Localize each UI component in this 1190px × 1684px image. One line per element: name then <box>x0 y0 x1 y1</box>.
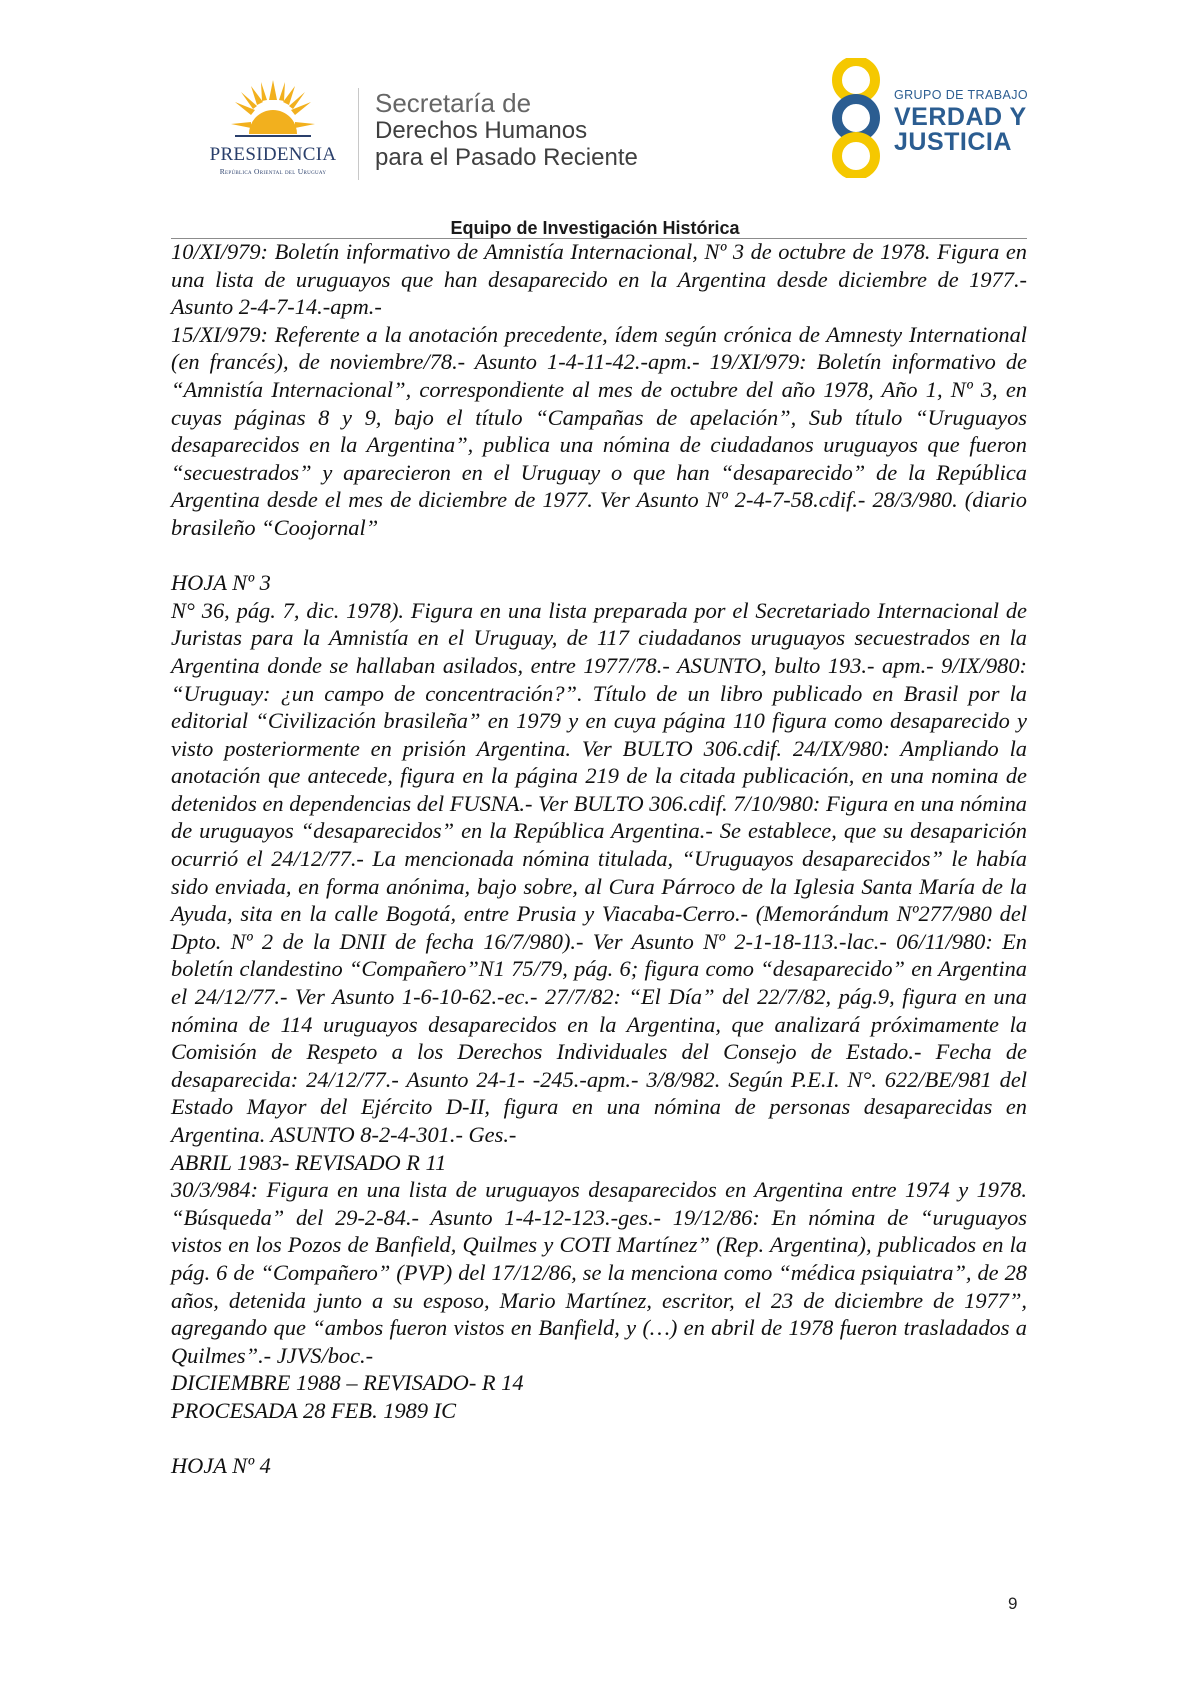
document-body <box>171 238 1027 1480</box>
secretaria-line-2: Derechos Humanos <box>375 117 588 144</box>
sheet-heading-3: HOJA Nº 3 <box>171 570 271 596</box>
secretaria-line-1: Secretaría de <box>375 88 532 118</box>
verdad-justicia-logo <box>822 58 1042 178</box>
rings-icon <box>822 58 892 178</box>
page-number: 9 <box>1008 1594 1018 1613</box>
paragraph-3: N° 36, pág. 7, dic. 1978). Figura en una lista preparada por el Secretariado Internacional de Juristas para la Amnistía en el Uruguay, de 117 ciudadanos uruguayos secuestrados en la Argentina donde se hallaban asilados, entre 1977/78.- ASUNTO, bulto 193.- apm.- 9/IX/980: “Uruguay: ¿un campo de concentración?”. Título de un libro publicado en Brasil por la editorial “Civilización brasileña” en 1979 y en cuya página 110 figura como desaparecido y visto posteriormente en prisión Argentina. Ver BULTO 306.cdif. 24/IX/980: Ampliando la anotación que antecede, figura en la página 219 de la citada publicación, en una nomina de detenidos en dependencias del FUSNA.- Ver BULTO 306.cdif. 7/10/980: Figura en una nómina de uruguayos “desaparecidos” en la República Argentina.- Se establece, que su desaparición ocurrió el 24/12/77.- La mencionada nómina titulada, “Uruguayos desaparecidos” le había sido enviada, en forma anónima, bajo sobre, al Cura Párroco de la Iglesia Santa María de la Ayuda, sita en la calle Bogotá, entre Prusia y Viacaba-Cerro.- (Memorándum Nº277/980 del Dpto. Nº 2 de la DNII de fecha 16/7/980).- Ver Asunto Nº 2-1-18-113.-lac.- 06/11/980: En boletín clandestino “Compañero”N1 75/79, pág. 6; figura como “desaparecido” en Argentina el 24/12/77.- Ver Asunto 1-6-10-62.-ec.- 27/7/82: “El Día” del 22/7/82, pág.9, figura en una nómina de 114 uruguayos desaparecidos en la Argentina, que analizará próximamente la Comisión de Respeto a los Derechos Individuales del Consejo de Estado.- Fecha de desaparecida: 24/12/77.- Asunto 24-1- -245.-apm.- 3/8/982. Según P.E.I. N°. 622/BE/981 del Estado Mayor del Ejército D-II, figura en una nómina de personas desaparecidas en Argentina. ASUNTO 8-2-4-301.- Ges.- <box>171 597 1027 1147</box>
secretaria-title <box>375 90 638 171</box>
gtvj-subtitle: GRUPO DE TRABAJO <box>894 88 1028 102</box>
paragraph-2: 15/XI/979: Referente a la anotación precedente, ídem según crónica de Amnesty International (en francés), de noviembre/78.- Asunto 1-4-11-42.-apm.- 19/XI/979: Boletín informativo de “Amnistía Internacional”, correspondiente al mes de octubre del año 1978, Año 1, Nº 3, en cuyas páginas 8 y 9, bajo el título “Campañas de apelación”, Sub título “Uruguayos desaparecidos en la Argentina”, publica una nómina de ciudadanos uruguayos que fueron “secuestrados” y aparecieron en el Uruguay o que han “desaparecido” de la República Argentina desde el mes de diciembre de 1977. Ver Asunto Nº 2-4-7-58.cdif.- 28/3/980. (diario brasileño “Coojornal” <box>171 321 1027 540</box>
secretaria-line-3: para el Pasado Reciente <box>375 144 638 171</box>
gtvj-line-2: JUSTICIA <box>894 128 1012 156</box>
revision-note-1: ABRIL 1983- REVISADO R 11 <box>171 1149 447 1175</box>
presidencia-subtitle: República Oriental del Uruguay <box>219 167 327 176</box>
paragraph-1: 10/XI/979: Boletín informativo de Amnistía Internacional, Nº 3 de octubre de 1978. Figura en una lista de uruguayos que han desaparecido en la Argentina desde diciembre de 1977.- Asunto 2-4-7-14.-apm.- <box>171 239 1027 320</box>
sun-icon <box>231 78 315 142</box>
processed-note: PROCESADA 28 FEB. 1989 IC <box>171 1397 457 1423</box>
paragraph-4: 30/3/984: Figura en una lista de uruguayos desaparecidos en Argentina entre 1974 y 1978. “Búsqueda” del 29-2-84.- Asunto 1-4-12-123.-ges.- 19/12/86: En nómina de “uruguayos vistos en los Pozos de Banfield, Quilmes y COTI Martínez” (Rep. Argentina), publicados en la pág. 6 de “Compañero” (PVP) del 17/12/86, se la menciona como “médica psiquiatra”, de 28 años, detenida junto a su esposo, Mario Martínez, escritor, el 23 de diciembre de 1977”, agregando que “ambos fueron vistos en Banfield, y (…) en abril de 1978 fueron trasladados a Quilmes”.- JJVS/boc.- <box>171 1177 1027 1368</box>
header-divider <box>358 88 359 180</box>
gtvj-line-1: VERDAD Y <box>894 103 1027 131</box>
revision-note-2: DICIEMBRE 1988 – REVISADO- R 14 <box>171 1370 524 1396</box>
sheet-heading-4: HOJA Nº 4 <box>171 1453 271 1479</box>
presidencia-logo <box>193 78 353 178</box>
team-title: Equipo de Investigación Histórica <box>450 218 740 238</box>
presidencia-name: PRESIDENCIA <box>209 144 337 165</box>
